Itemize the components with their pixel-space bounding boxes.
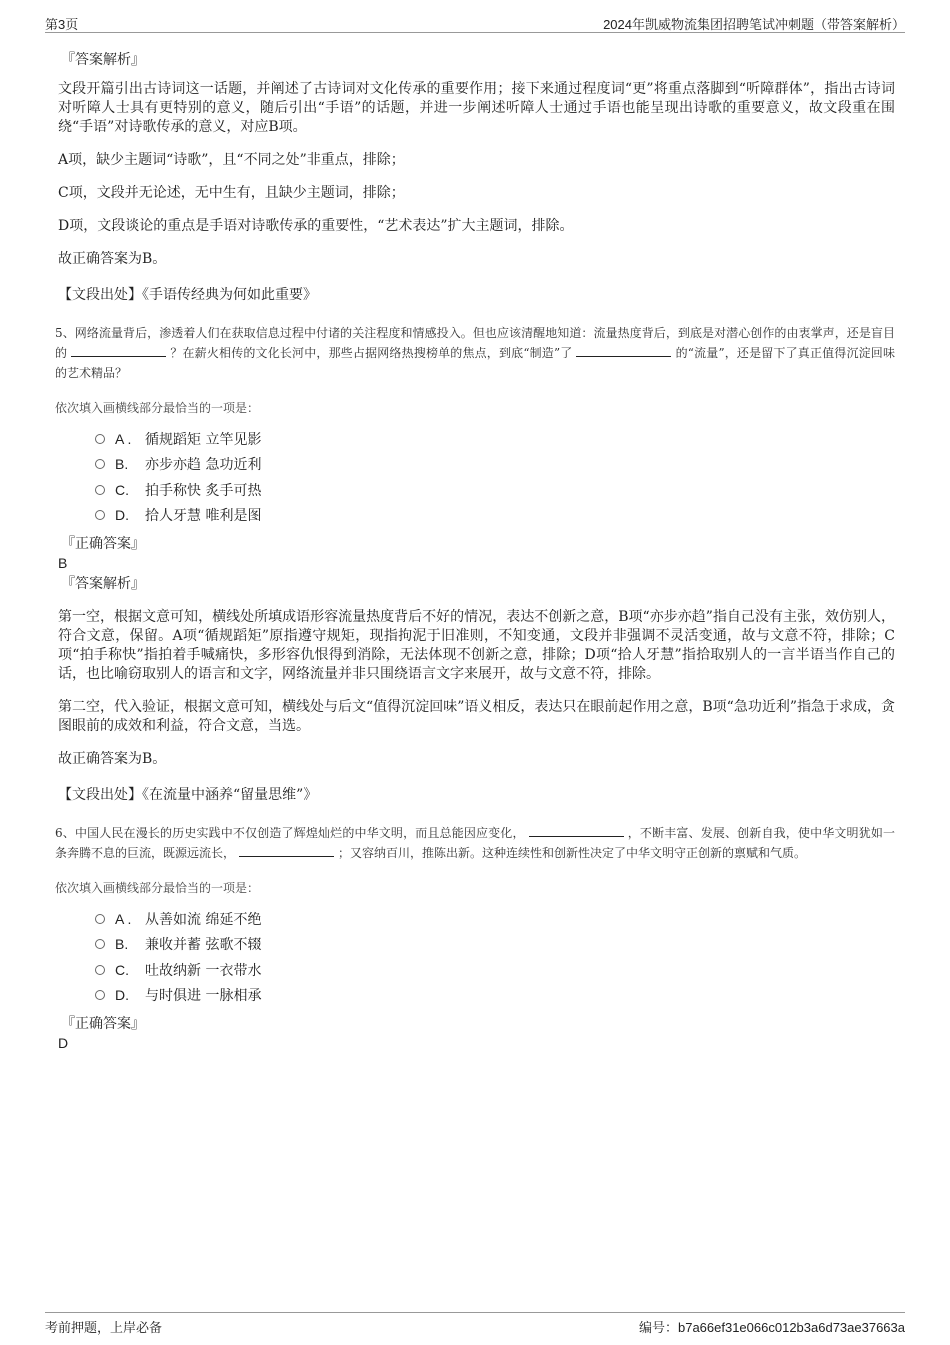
analysis-paragraph: 故正确答案为B。 <box>58 751 167 767</box>
analysis-paragraph: 文段开篇引出古诗词这一话题，并阐述了古诗词对文化传承的重要作用；接下来通过程度词“更”将重点落脚到“听障群体”，指出古诗词对听障人士具有更特别的意义，随后引出“手语”的话题，并进一步阐述听障人士通过手语也能呈现出诗歌的重要意义，故文段重在围绕“手语”对诗歌传承的意义，对应B项。 <box>58 81 895 135</box>
source-citation: 【文段出处】《在流量中涵养“留量思维”》 <box>58 787 318 803</box>
analysis-paragraph: A项，缺少主题词“诗歌”，且“不同之处”非重点，排除； <box>58 152 405 168</box>
radio-button-icon[interactable] <box>95 434 105 444</box>
question-6-text: 6、中国人民在漫长的历史实践中不仅创造了辉煌灿烂的中华文明，而且总能因应变化， ，不断丰富、发展、创新自我，使中华文明犹如一条奔腾不息的巨流，既源远流长， ；又容纳百川，推陈出新。这种连续性和创新性决定了中华文明守正创新的禀赋和气质。 <box>55 826 895 860</box>
q6-option-d[interactable]: D. 与时俱进 一脉相承 <box>95 983 895 1009</box>
fill-blank <box>576 344 671 357</box>
analysis-paragraph: D项，文段谈论的重点是手语对诗歌传承的重要性，“艺术表达”扩大主题词，排除。 <box>58 218 574 234</box>
page-footer <box>45 1312 905 1335</box>
analysis-paragraph: C项，文段并无论述，无中生有，且缺少主题词，排除； <box>58 185 405 201</box>
correct-answer-value: B <box>58 555 68 571</box>
fill-blank <box>71 344 166 357</box>
analysis-paragraph: 第二空，代入验证，根据文意可知，横线处与后文“值得沉淀回味”语义相反，表达只在眼前起作用之意，B项“急功近利”指急于求成，贪图眼前的成效和利益，符合文意，当选。 <box>58 699 895 734</box>
analysis-paragraph: 第一空，根据文意可知，横线处所填成语形容流量热度背后不好的情况，表达不创新之意，B项“亦步亦趋”指自己没有主张，效仿别人，符合文意，保留。A项“循规蹈矩”原指遵守规矩，现指拘泥于旧准则，不知变通，文段并非强调不灵活变通，故与文意不符，排除；C项“拍手称快”指拍着手喊痛快，多形容仇恨得到消除，无法体现不创新之意，排除；D项“拾人牙慧”指拾取别人的一言半语当作自己的话，也比喻窃取别人的语言和文字，网络流量并非只围绕语言文字来展开，故与文意不符，排除。 <box>58 609 895 682</box>
analysis-paragraph: 故正确答案为B。 <box>58 251 167 267</box>
radio-button-icon[interactable] <box>95 914 105 924</box>
q5-option-c[interactable]: C. 拍手称快 炙手可热 <box>95 477 895 503</box>
fill-blank <box>239 844 334 857</box>
radio-button-icon[interactable] <box>95 965 105 975</box>
question-5-text: 5、网络流量背后，渗透着人们在获取信息过程中付诸的关注程度和情感投入。但也应该清醒地知道：流量热度背后，到底是对潜心创作的由衷掌声，还是盲目的 ？在薪火相传的文化长河中，那些占据网络热搜榜单的焦点，到底“制造”了 的“流量”，还是留下了真正值得沉淀回味的艺术精品？ <box>55 326 895 380</box>
q6-option-b[interactable]: B. 兼收并蓄 弦歌不辍 <box>95 932 895 958</box>
page-content <box>55 40 895 1052</box>
radio-button-icon[interactable] <box>95 459 105 469</box>
document-title: 2024年凯威物流集团招聘笔试冲刺题（带答案解析） <box>603 17 905 32</box>
footer-slogan: 考前押题，上岸必备 <box>45 1321 163 1336</box>
page-number: 第3页 <box>45 17 79 32</box>
radio-button-icon[interactable] <box>95 939 105 949</box>
q5-option-d[interactable]: D. 拾人牙慧 唯利是图 <box>95 503 895 529</box>
correct-answer-value: D <box>58 1035 69 1051</box>
correct-answer-label: 『正确答案』 <box>61 536 145 552</box>
question-prompt: 依次填入画横线部分最恰当的一项是： <box>55 401 260 415</box>
page-header <box>45 12 905 33</box>
source-citation: 【文段出处】《手语传经典为何如此重要》 <box>58 287 317 303</box>
radio-button-icon[interactable] <box>95 990 105 1000</box>
radio-button-icon[interactable] <box>95 510 105 520</box>
analysis-label: 『答案解析』 <box>61 52 145 68</box>
q5-option-a[interactable]: A . 循规蹈矩 立竿见影 <box>95 426 895 452</box>
correct-answer-label: 『正确答案』 <box>61 1016 145 1032</box>
q5-option-b[interactable]: B. 亦步亦趋 急功近利 <box>95 452 895 478</box>
document-id: 编号：b7a66ef31e066c012b3a6d73ae37663a <box>638 1320 905 1335</box>
analysis-label: 『答案解析』 <box>61 576 145 592</box>
q6-option-c[interactable]: C. 吐故纳新 一衣带水 <box>95 957 895 983</box>
q6-option-a[interactable]: A . 从善如流 绵延不绝 <box>95 906 895 932</box>
fill-blank <box>529 824 624 837</box>
question-prompt: 依次填入画横线部分最恰当的一项是： <box>55 881 260 895</box>
radio-button-icon[interactable] <box>95 485 105 495</box>
